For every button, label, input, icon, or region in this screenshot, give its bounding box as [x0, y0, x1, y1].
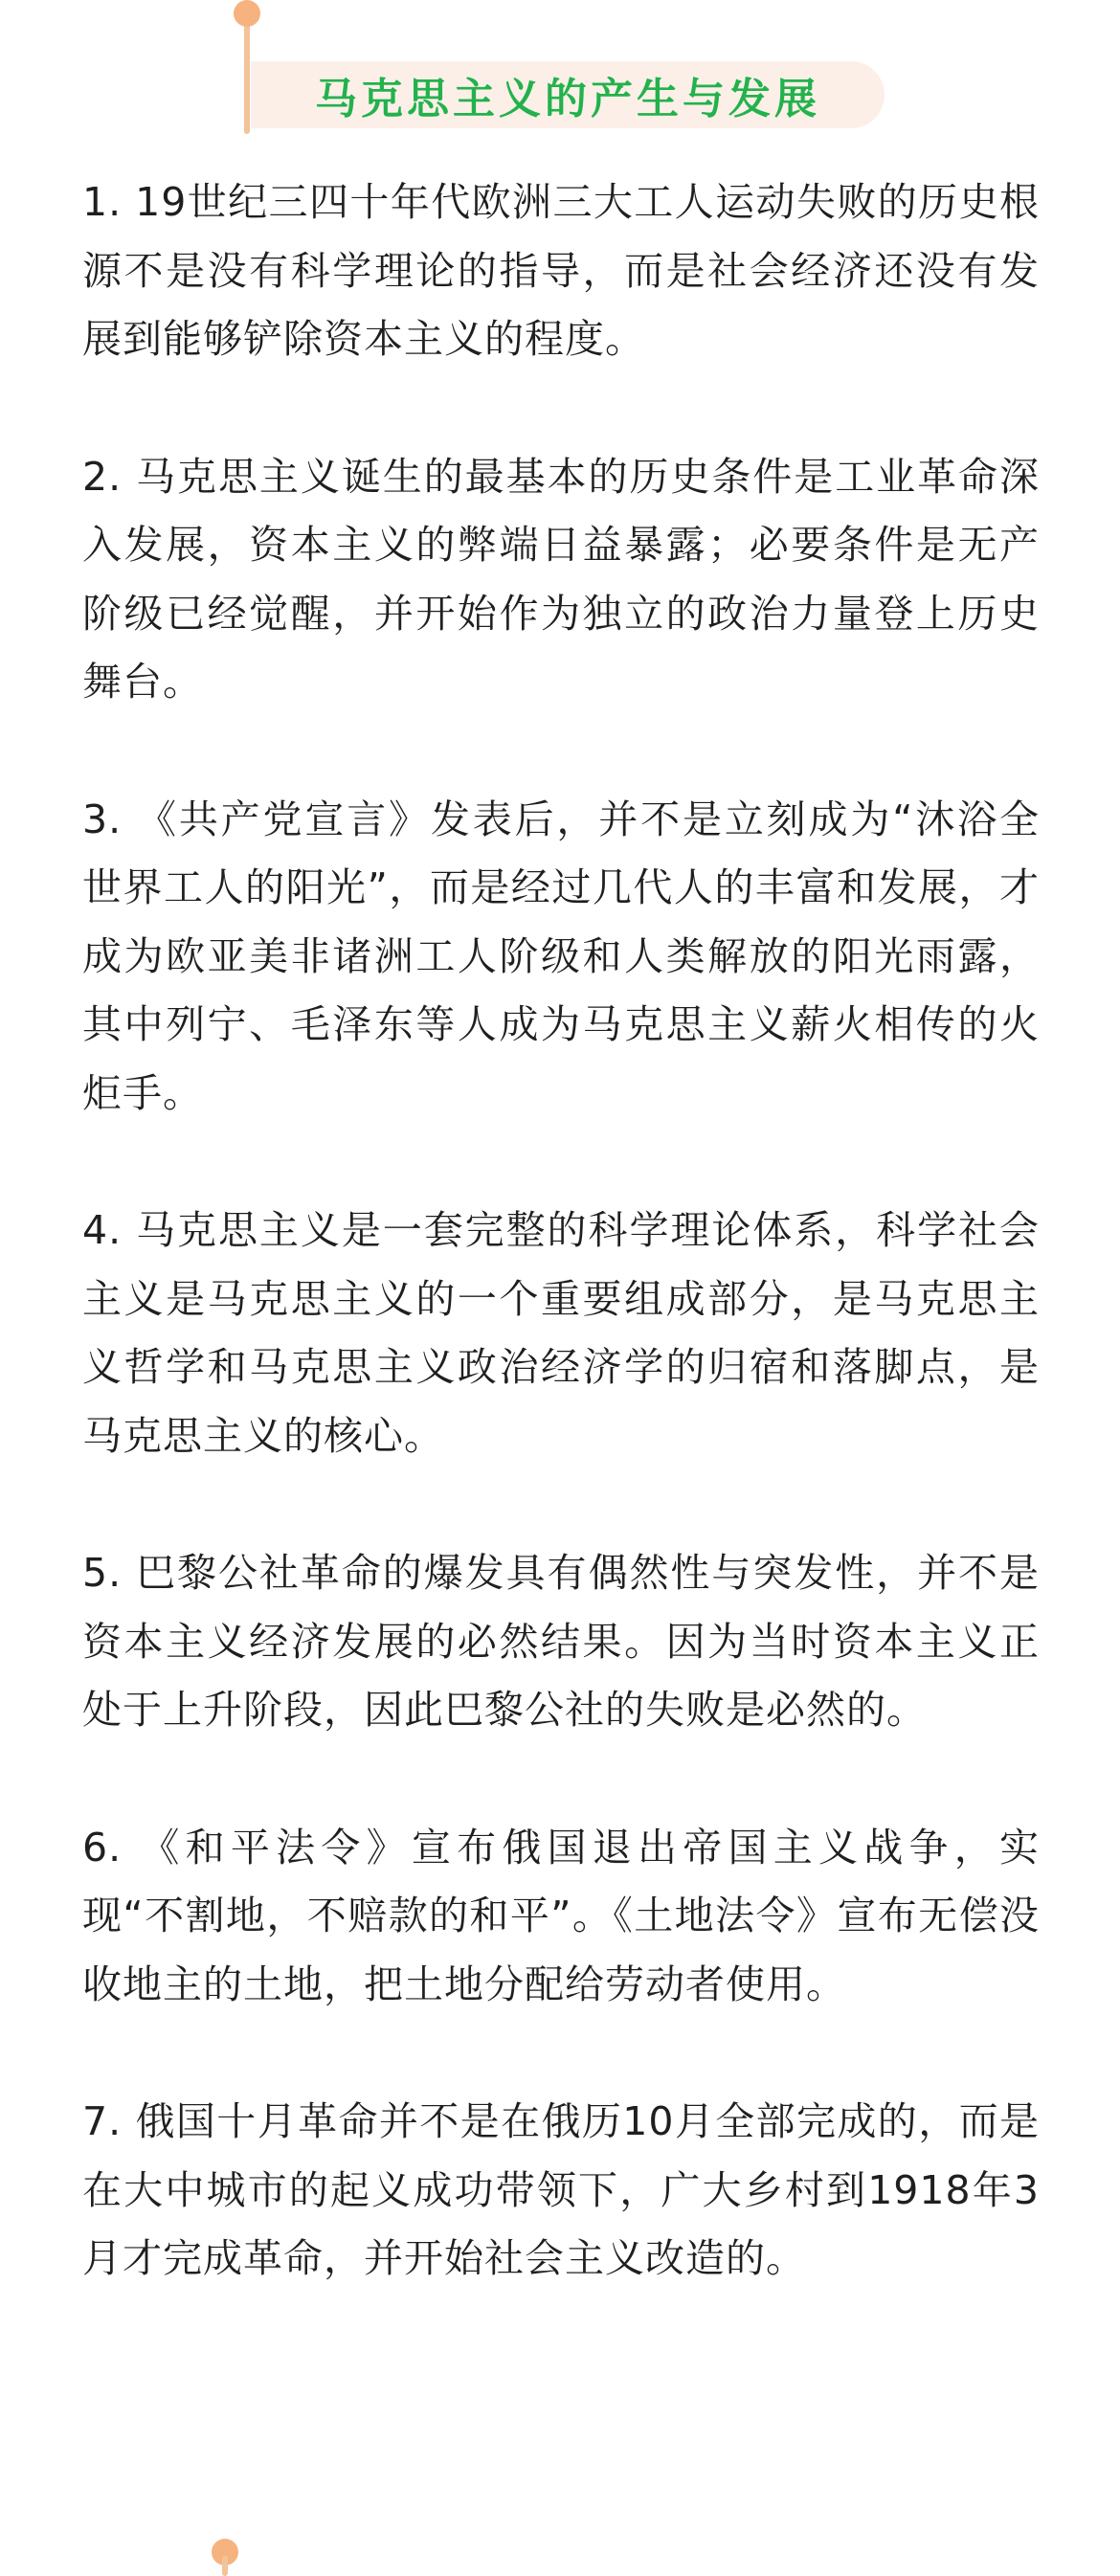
paragraph-text: 19世纪三四十年代欧洲三大工人运动失败的历史根源不是没有科学理论的指导，而是社会经济还没有发展到能够铲除资本主义的程度。: [82, 179, 1040, 362]
paragraph-5: [82, 1539, 1040, 1745]
paragraph-text: 俄国十月革命并不是在俄历10月全部完成的，而是在大中城市的起义成功带领下，广大乡村到1918年3月才完成革命，并开始社会主义改造的。: [82, 2098, 1040, 2281]
paragraph-number: 1.: [82, 179, 123, 225]
paragraph-text: 巴黎公社革命的爆发具有偶然性与突发性，并不是资本主义经济发展的必然结果。因为当时资本主义正处于上升阶段，因此巴黎公社的失败是必然的。: [82, 1550, 1040, 1733]
paragraph-text: 马克思主义诞生的最基本的历史条件是工业革命深入发展，资本主义的弊端日益暴露；必要条件是无产阶级已经觉醒，并开始作为独立的政治力量登上历史舞台。: [82, 453, 1040, 705]
paragraph-2: [82, 443, 1040, 717]
paragraph-number: 7.: [82, 2098, 123, 2144]
decorative-line: [222, 2556, 228, 2576]
decorative-line: [244, 11, 250, 134]
paragraph-3: [82, 786, 1040, 1129]
paragraph-6: [82, 1814, 1040, 2020]
paragraph-number: 5.: [82, 1550, 123, 1596]
content-body: [82, 168, 1040, 2363]
paragraph-number: 6.: [82, 1824, 123, 1870]
paragraph-text: 马克思主义是一套完整的科学理论体系，科学社会主义是马克思主义的一个重要组成部分，是马克思主义哲学和马克思主义政治经济学的归宿和落脚点，是马克思主义的核心。: [82, 1207, 1040, 1459]
paragraph-number: 3.: [82, 795, 123, 842]
paragraph-7: [82, 2088, 1040, 2294]
paragraph-number: 4.: [82, 1207, 123, 1253]
paragraph-text: 《共产党宣言》发表后，并不是立刻成为“沐浴全世界工人的阳光”，而是经过几代人的丰富和发展，才成为欧亚美非诸洲工人阶级和人类解放的阳光雨露，其中列宁、毛泽东等人成为马克思主义薪火相传的火炬手。: [82, 795, 1040, 1116]
decorative-dot-icon: [234, 0, 260, 27]
title-banner: [251, 61, 885, 128]
paragraph-number: 2.: [82, 453, 123, 500]
paragraph-text: 《和平法令》宣布俄国退出帝国主义战争，实现“不割地，不赔款的和平”。《土地法令》宣布无偿没收地主的土地，把土地分配给劳动者使用。: [82, 1824, 1040, 2007]
paragraph-4: [82, 1197, 1040, 1470]
paragraph-1: [82, 168, 1040, 374]
page-title: 马克思主义的产生与发展: [315, 75, 820, 123]
